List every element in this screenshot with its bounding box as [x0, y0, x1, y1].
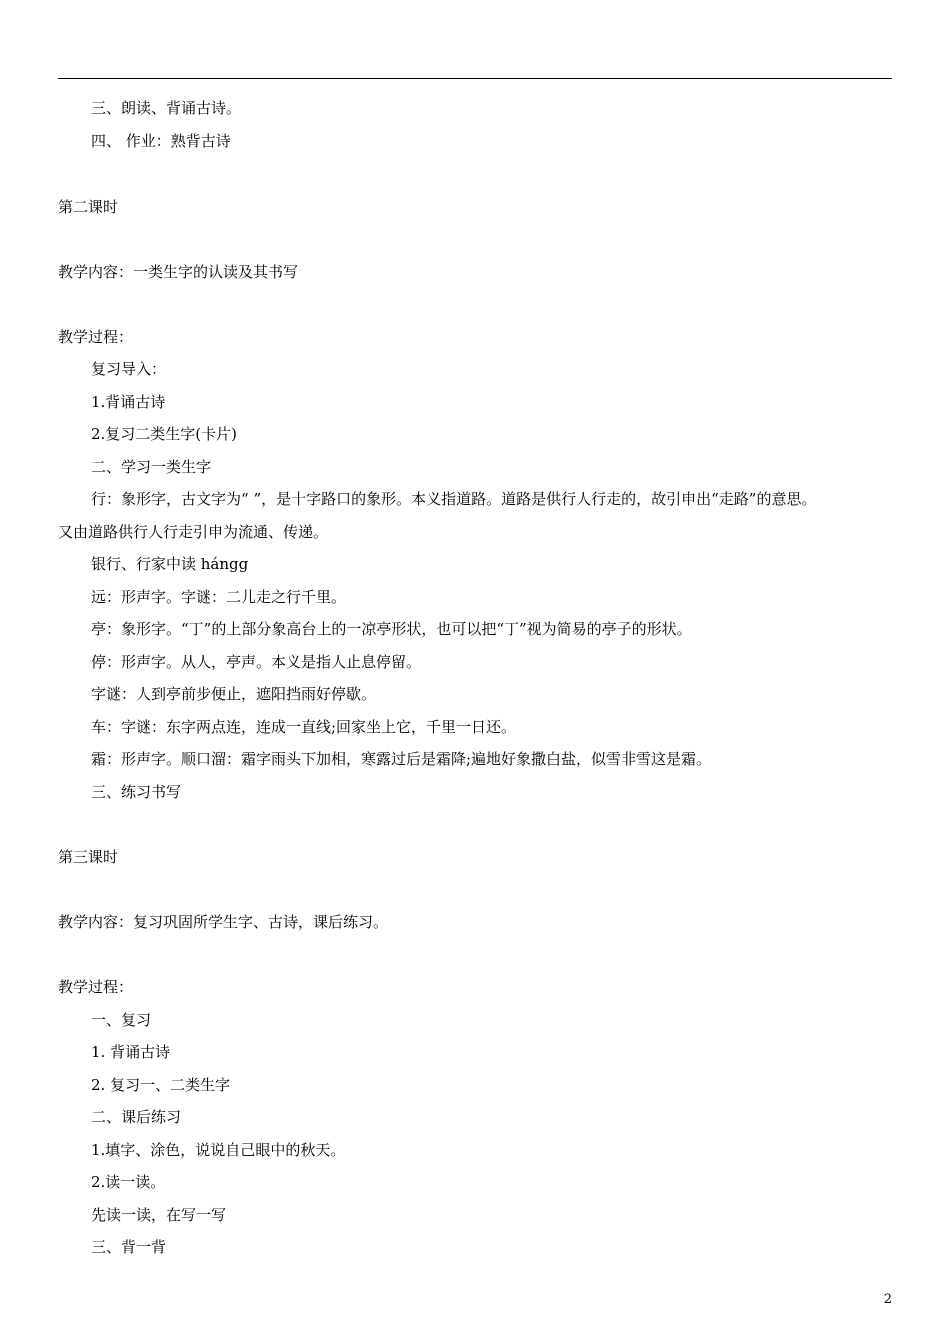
text-line: 1.背诵古诗	[91, 393, 166, 411]
text-line: 四、 作业：熟背古诗	[91, 132, 231, 150]
text-line: 二、课后练习	[91, 1108, 182, 1126]
text-line: 霜：形声字。顺口溜：霜字雨头下加相，寒露过后是霜降;遍地好象撒白盐，似雪非雪这是霜。	[91, 750, 712, 768]
text-line: 一、复习	[91, 1011, 152, 1029]
text-line: 1.填字、涂色，说说自己眼中的秋天。	[91, 1141, 346, 1159]
text-line: 字谜：人到亭前步便止，遮阳挡雨好停歇。	[91, 685, 377, 703]
text-line: 又由道路供行人行走引申为流通、传递。	[58, 523, 329, 541]
text-line: 三、练习书写	[91, 783, 182, 801]
text-line: 教学内容：一类生字的认读及其书写	[58, 263, 299, 281]
text-line: 三、朗读、背诵古诗。	[91, 99, 242, 117]
text-line: 先读一读，在写一写	[91, 1206, 227, 1224]
page-number: 2	[883, 1292, 892, 1307]
text-line: 教学过程：	[58, 978, 134, 996]
section-heading: 第三课时	[58, 848, 119, 866]
text-line: 亭：象形字。“丁”的上部分象高台上的一凉亭形状，也可以把“丁”视为简易的亭子的形状。	[91, 620, 692, 638]
text-line: 教学内容：复习巩固所学生字、古诗，课后练习。	[58, 913, 389, 931]
text-line: 复习导入：	[91, 360, 167, 378]
section-heading: 第二课时	[58, 198, 119, 216]
text-line: 2.读一读。	[91, 1173, 166, 1191]
text-line: 1. 背诵古诗	[91, 1043, 171, 1061]
text-line: 车：字谜：东字两点连，连成一直线;回家坐上它，千里一日还。	[91, 718, 517, 736]
header-rule	[58, 78, 892, 79]
text-line: 教学过程：	[58, 328, 134, 346]
text-line: 行：象形字，古文字为“ ”，是十字路口的象形。本义指道路。道路是供行人行走的，故引申出“走路”的意思。	[91, 490, 817, 508]
text-line: 三、背一背	[91, 1238, 167, 1256]
text-line: 二、学习一类生字	[91, 458, 212, 476]
text-line: 银行、行家中读 hángg	[91, 555, 249, 573]
text-line: 2. 复习一、二类生字	[91, 1076, 231, 1094]
text-line: 停：形声字。从人，亭声。本义是指人止息停留。	[91, 653, 422, 671]
text-line: 2.复习二类生字(卡片)	[91, 425, 238, 443]
text-line: 远：形声字。字谜：二儿走之行千里。	[91, 588, 347, 606]
